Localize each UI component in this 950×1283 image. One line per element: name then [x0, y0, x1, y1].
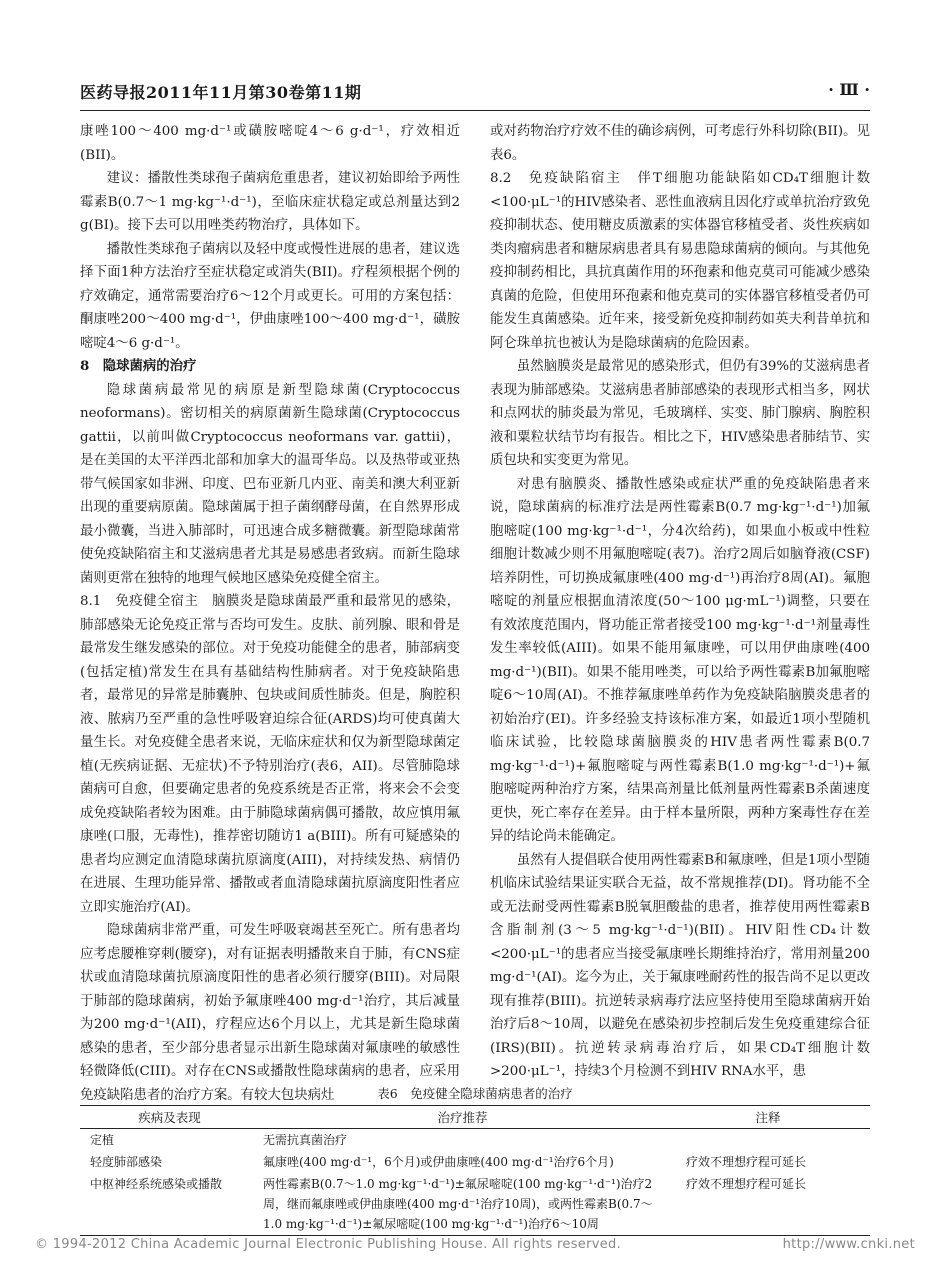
cnki-link[interactable]: http://www.cnki.net [782, 1237, 915, 1252]
table-caption: 表6 免疫健全隐球菌病患者的治疗 [377, 1086, 573, 1101]
paragraph: 8.2 免疫缺陷宿主 伴T细胞功能缺陷如CD₄T细胞计数<100·μL⁻¹的HIV感染者、恶性血液病且因化疗或单抗治疗致免疫抑制状态、使用糖皮质激素的实体器官移植受者、炎性疾病如类肉瘤病患者和糖尿病患者具有易患隐球菌病的倾向。与其他免疫抑制药相比，具抗真菌作用的环孢素和他克莫司可能减少感染真菌的危险，但使用环孢素和他克莫司的实体器官移植受者仍可能发生真菌感染。近年来，接受新免疫抑制药如英夫利昔单抗和阿仑珠单抗也被认为是隐球菌病的危险因素。 [490, 171, 870, 351]
table-cell: 两性霉素B(0.7～1.0 mg·kg⁻¹·d⁻¹)±氟尿嘧啶(100 mg·kg⁻¹·d⁻¹)治疗2周，继而氟康唑或伊曲康唑(400 mg·d⁻¹治疗10周)，或两性霉素B(0.7～1.0 mg·kg⁻¹·d⁻¹)±氟尿嘧啶(100 mg·kg⁻¹·d⁻¹)治疗6～10周 [263, 1177, 653, 1231]
copyright-text: © 1994-2012 China Academic Journal Electronic Publishing House. All rights reserved. [35, 1237, 622, 1252]
paragraph: 虽然脑膜炎是最常见的感染形式，但仍有39%的艾滋病患者表现为肺部感染。艾滋病患者肺部感染的表现形式相当多，网状和点网状的肺炎最为常见，毛玻璃样、实变、肺门腺病、胸腔积液和粟粒状结节均有报告。相比之下，HIV感染患者肺结节、实质包块和实变更为常见。 [490, 359, 870, 468]
left-column [80, 120, 460, 1107]
table-6 [80, 1085, 870, 1236]
paragraph: 对患有脑膜炎、播散性感染或症状严重的免疫缺陷患者来说，隐球菌病的标准疗法是两性霉素B(0.7 mg·kg⁻¹·d⁻¹)加氟胞嘧啶(100 mg·kg⁻¹·d⁻¹，分4次给药)，如果血小板或中性粒细胞计数减少则不用氟胞嘧啶(表7)。治疗2周后如脑脊液(CSF)培养阴性，可切换成氟康唑(400 mg·d⁻¹)再治疗8周(AI)。氟胞嘧啶的剂量应根据血清浓度(50～100 μg·mL⁻¹)调整，只要在有效浓度范围内，肾功能正常者接受100 mg·kg⁻¹·d⁻¹剂量毒性发生率较低(AIII)。如果不能用氟康唑，可以用伊曲康唑(400 mg·d⁻¹)(BII)。如果不能用唑类，可以给予两性霉素B加氟胞嘧啶6～10周(AI)。不推荐氟康唑单药作为免疫缺陷脑膜炎患者的初始治疗(EI)。许多经验支持该标准方案，如最近1项小型随机临床试验，比较隐球菌脑膜炎的HIV患者两性霉素B(0.7 mg·kg⁻¹·d⁻¹)+氟胞嘧啶与两性霉素B(1.0 mg·kg⁻¹·d⁻¹)+氟胞嘧啶两种治疗方案，结果高剂量比低剂量两性霉素B杀菌速度更快，死亡率存在差异。由于样本量所限，两种方案毒性存在差异的结论尚未能确定。 [490, 476, 870, 844]
table-cell: 氟康唑(400 mg·d⁻¹，6个月)或伊曲康唑(400 mg·d⁻¹治疗6个月) [263, 1155, 614, 1169]
paragraph: 虽然有人提倡联合使用两性霉素B和氟康唑，但是1项小型随机临床试验结果证实联合无益，故不常规推荐(DI)。肾功能不全或无法耐受两性霉素B脱氧胆酸盐的患者，推荐使用两性霉素B含脂制剂(3～5 mg·kg⁻¹·d⁻¹)(BII)。HIV阳性CD₄计数<200·μL⁻¹的患者应当接受氟康唑长期维持治疗，常用剂量200 mg·d⁻¹(AI)。迄今为止，关于氟康唑耐药性的报告尚不足以更改现有推荐(BIII)。抗逆转录病毒疗法应坚持使用至隐球菌病开始治疗后8～10周，以避免在感染初步控制后发生免疫重建综合征(IRS)(BII)。抗逆转录病毒治疗后，如果CD₄T细胞计数>200·μL⁻¹，持续3个月检测不到HIV RNA水平，患 [490, 852, 870, 1079]
table-cell: 定植 [90, 1133, 115, 1147]
copyright-footer [35, 1237, 915, 1252]
table-cell: 疗效不理想疗程可延长 [686, 1155, 807, 1169]
table-header-treatment: 治疗推荐 [259, 1106, 666, 1129]
table-header-disease: 疾病及表现 [80, 1106, 259, 1129]
paragraph: 隐球菌病非常严重，可发生呼吸衰竭甚至死亡。所有患者均应考虑腰椎穿刺(腰穿)，对有证据表明播散来自于肺，有CNS症状或血清隐球菌抗原滴度阳性的患者必须行腰穿(BIII)。对局限于肺部的隐球菌病，初始予氟康唑400 mg·d⁻¹治疗，其后减量为200 mg·d⁻¹(AII)，疗程应达6个月以上，尤其是新生隐球菌感染的患者，至少部分患者显示出新生隐球菌对氟康唑的敏感性轻微降低(CIII)。对存在CNS或播散性隐球菌病的患者，应采用免疫缺陷患者的治疗方案。有较大包块病灶 [80, 923, 460, 1103]
right-column [490, 120, 870, 1084]
paragraph: 康唑100～400 mg·d⁻¹或磺胺嘧啶4～6 g·d⁻¹，疗效相近(BII)。 [80, 124, 460, 163]
table-cell: 中枢神经系统感染或播散 [90, 1177, 223, 1191]
table-cell [666, 1129, 870, 1152]
table-header-notes: 注释 [666, 1106, 870, 1129]
table-row [80, 1173, 870, 1236]
paragraph: 或对药物治疗疗效不佳的确诊病例，可考虑行外科切除(BII)。见表6。 [490, 124, 870, 163]
table-row [80, 1129, 870, 1152]
table-row [80, 1151, 870, 1173]
table-cell: 疗效不理想疗程可延长 [686, 1177, 807, 1191]
header-rule [80, 110, 870, 111]
table-cell: 轻度肺部感染 [90, 1155, 163, 1169]
journal-header: 医药导报2011年11月第30卷第11期 [80, 83, 362, 102]
treatment-table [80, 1105, 870, 1236]
paragraph: 隐球菌病最常见的病原是新型隐球菌(Cryptococcus neoformans)。密切相关的病原菌新生隐球菌(Cryptococcus gattii，以前叫做Cryptococcus neoformans var. gattii)，是在美国的太平洋西北部和加拿大的温哥华岛。以及热带或亚热带气候国家如非洲、印度、巴布亚新几内亚、南美和澳大利亚新出现的重要病原菌。隐球菌属于担子菌纲酵母菌，在自然界形成最小微囊，当进入肺部时，可迅速合成多糖微囊。新型隐球菌常使免疫缺陷宿主和艾滋病患者尤其是易感患者致病。而新生隐球菌则更常在独特的地理气候地区感染免疫健全宿主。 [80, 382, 460, 586]
paragraph: 播散性类球孢子菌病以及轻中度或慢性进展的患者，建议选择下面1种方法治疗至症状稳定或消失(BII)。疗程须根据个例的疗效确定，通常需要治疗6～12个月或更长。可用的方案包括：酮康唑200～400 mg·d⁻¹，伊曲康唑100～400 mg·d⁻¹，磺胺嘧啶4～6 g·d⁻¹。 [80, 241, 460, 351]
paragraph: 8.1 免疫健全宿主 脑膜炎是隐球菌最严重和最常见的感染，肺部感染无论免疫正常与否均可发生。皮肤、前列腺、眼和骨是最常发生继发感染的部位。对于免疫功能健全的患者，肺部病变(包括定植)常发生在具有基础结构性肺病者。对于免疫缺陷患者，最常见的异常是肺囊肿、包块或间质性肺炎。但是，胸腔积液、脓病乃至严重的急性呼吸窘迫综合征(ARDS)均可使真菌大量生长。对免疫健全患者来说，无临床症状和仅为新型隐球菌定植(无疾病证据、无症状)不予特别治疗(表6，AII)。尽管肺隐球菌病可自愈，但要确定患者的免疫系统是否正常，将来会不会变成免疫缺陷者较为困难。由于肺隐球菌病偶可播散，故应慎用氟康唑(口服，无毒性)，推荐密切随访1 a(BIII)。所有可疑感染的患者均应测定血清隐球菌抗原滴度(AIII)，对持续发热、病情仍在进展、生理功能异常、播散或者血清隐球菌抗原滴度阳性者应立即实施治疗(AI)。 [80, 594, 460, 915]
page-number: · Ⅲ · [828, 80, 870, 99]
section-heading: 8 隐球菌病的治疗 [80, 358, 197, 374]
paragraph: 建议：播散性类球孢子菌病危重患者，建议初始即给予两性霉素B(0.7～1 mg·kg⁻¹·d⁻¹)，至临床症状稳定或总剂量达到2 g(BI)。接下去可以用唑类药物治疗，具体如下。 [80, 171, 460, 233]
table-cell: 无需抗真菌治疗 [263, 1133, 348, 1147]
